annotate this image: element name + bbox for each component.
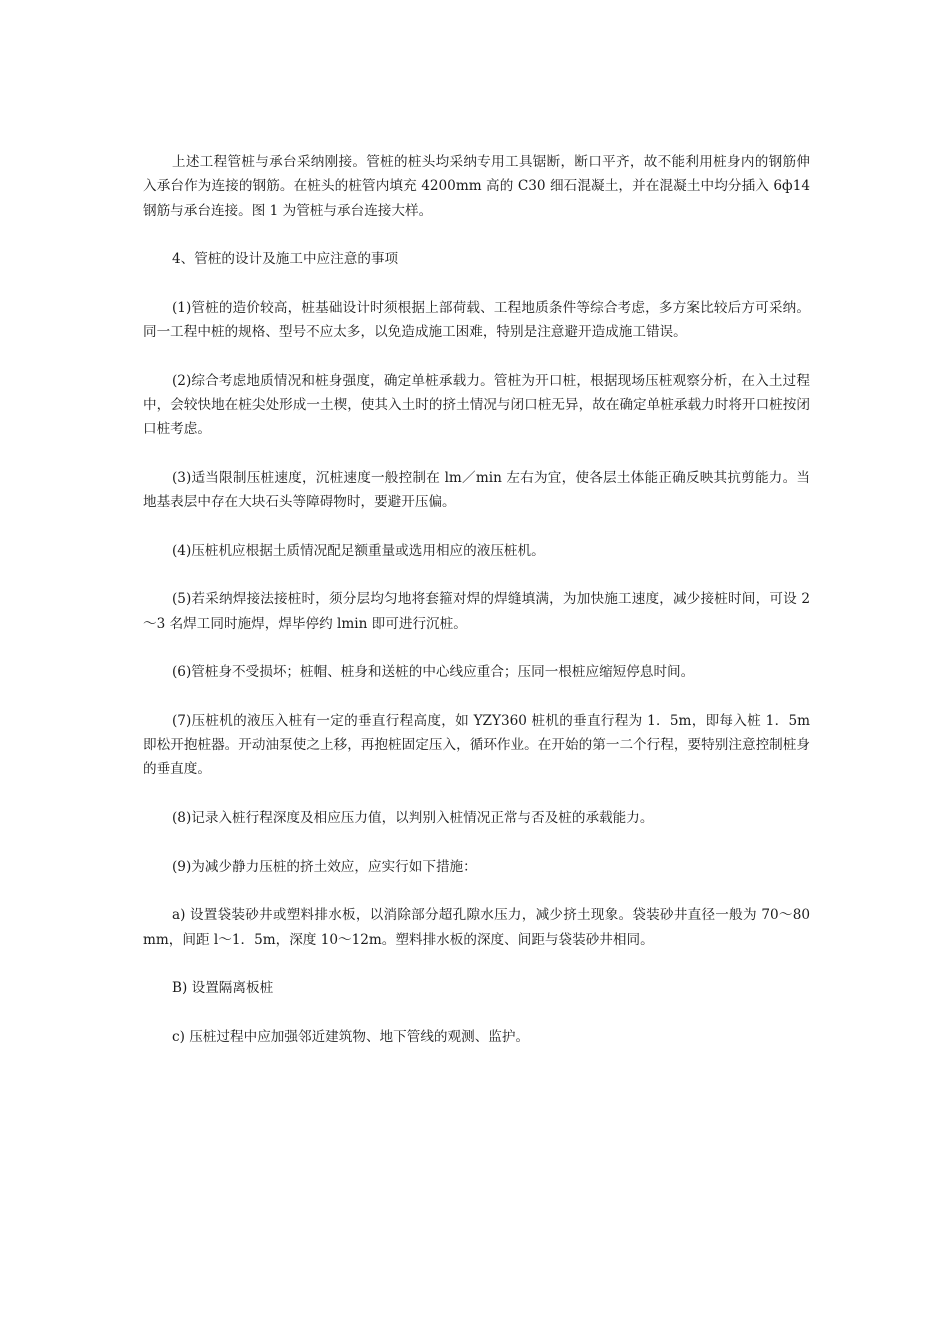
paragraph-measure-b: B) 设置隔离板桩 xyxy=(172,980,274,997)
paragraph-item-7: (7)压桩机的液压入桩有一定的垂直行程高度，如 YZY360 桩机的垂直行程为 1．5m，即每入桩 1．5m 即松开抱桩器。开动油泵使之上移，再抱桩固定压入，循环作业。在开始的第一二个行程，要特别注意控制桩身的垂直度。 xyxy=(143,712,810,778)
paragraph-item-6: (6)管桩身不受损坏；桩帽、桩身和送桩的中心线应重合；压同一根桩应缩短停息时间。 xyxy=(172,664,695,681)
paragraph-item-2: (2)综合考虑地质情况和桩身强度，确定单桩承载力。管桩为开口桩，根据现场压桩观察分析，在入土过程中，会较快地在桩尖处形成一土楔，使其入土时的挤土情况与闭口桩无异，故在确定单桩承载力时将开口桩按闭口桩考虑。 xyxy=(143,372,810,438)
paragraph-item-3: (3)适当限制压桩速度，沉桩速度一般控制在 lm／min 左右为宜，使各层土体能正确反映其抗剪能力。当地基表层中存在大块石头等障碍物时，要避开压偏。 xyxy=(143,469,810,511)
document-body xyxy=(143,150,810,1073)
paragraph-item-4: (4)压桩机应根据土质情况配足额重量或选用相应的液压桩机。 xyxy=(172,542,545,559)
paragraph-measure-a: a) 设置袋装砂井或塑料排水板，以消除部分超孔隙水压力，减少挤土现象。袋装砂井直径一般为 70～80mm，间距 l～1．5m，深度 10～12m。塑料排水板的深度、间距与袋装砂井相同。 xyxy=(143,907,810,948)
paragraph-item-8: (8)记录入桩行程深度及相应压力值，以判别入桩情况正常与否及桩的承载能力。 xyxy=(172,810,654,827)
paragraph-measure-c: c) 压桩过程中应加强邻近建筑物、地下管线的观测、监护。 xyxy=(172,1028,530,1045)
paragraph-item-5: (5)若采纳焊接法接桩时，须分层均匀地将套箍对焊的焊缝填满，为加快施工速度，减少接桩时间，可设 2～3 名焊工同时施焊，焊毕停约 lmin 即可进行沉桩。 xyxy=(143,591,810,632)
paragraph-item-1: (1)管桩的造价较高，桩基础设计时须根据上部荷载、工程地质条件等综合考虑，多方案比较后方可采纳。同一工程中桩的规格、型号不应太多，以免造成施工困难，特别是注意避开造成施工错误。 xyxy=(143,299,810,341)
paragraph-item-9: (9)为减少静力压桩的挤土效应，应实行如下措施： xyxy=(172,858,477,875)
section-heading-design-notes: 4、管桩的设计及施工中应注意的事项 xyxy=(172,251,399,268)
paragraph-pile-cap-connection: 上述工程管桩与承台采纳刚接。管桩的桩头均采纳专用工具锯断，断口平齐，故不能利用桩身内的钢筋伸入承台作为连接的钢筋。在桩头的桩管内填充 4200mm 高的 C30 细石混凝土，并在混凝土中均分插入 6ф14 钢筋与承台连接。图 1 为管桩与承台连接大样。 xyxy=(143,154,810,219)
